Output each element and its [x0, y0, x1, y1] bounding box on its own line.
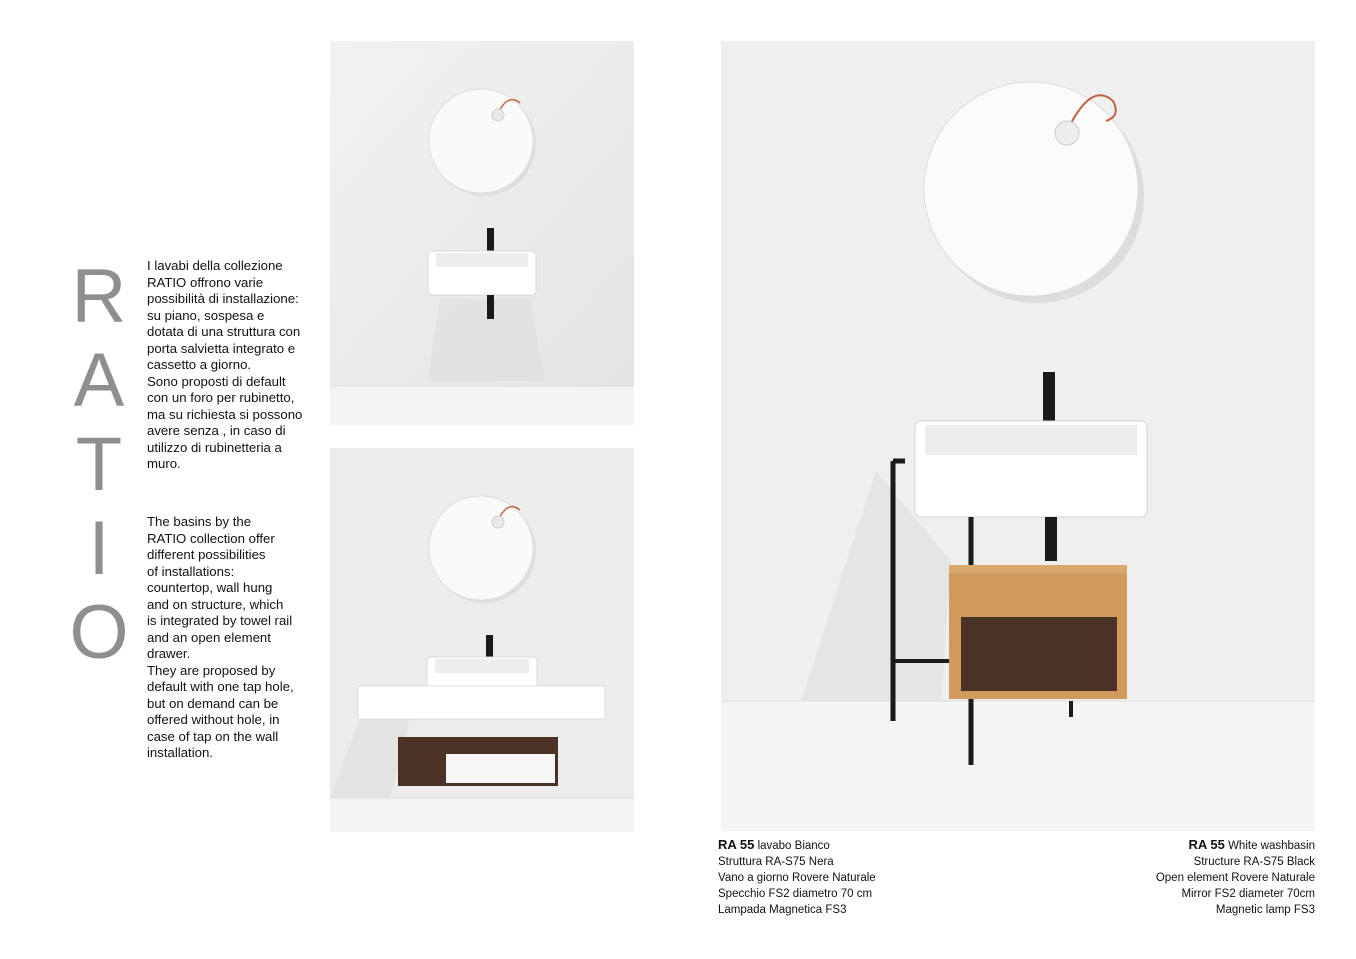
photo-countertop-basin [330, 448, 634, 832]
description-english: The basins by the RATIO collection offer different possibilities of installations: countertop, wall hung and on structure, which is integrated by towel rail and an open element drawer. They are proposed by default with one tap hole, but on demand can be offered without hole, in case of tap on the wall installation. [147, 514, 294, 760]
photo-wall-hung-basin [330, 41, 634, 425]
caption-english [1156, 837, 1315, 918]
caption-line: Lampada Magnetica FS3 [718, 904, 847, 916]
caption-line: Structure RA-S75 Black [1193, 856, 1315, 868]
brand-letter: O [69, 590, 129, 675]
caption-line: Mirror FS2 diameter 70cm [1181, 888, 1315, 900]
product-code: RA 55 [1188, 837, 1225, 852]
photo-basin-on-structure [721, 41, 1315, 831]
caption-italian [718, 837, 876, 918]
caption-line: White washbasin [1224, 840, 1315, 852]
caption-line: lavabo Bianco [754, 840, 830, 852]
caption-line: Specchio FS2 diametro 70 cm [718, 888, 873, 900]
caption-line: Vano a giorno Rovere Naturale [718, 872, 876, 884]
description-italian: I lavabi della collezione RATIO offrono varie possibilità di installazione: su piano, sospesa e dotata di una struttura con porta salvietta integrato e cassetto a giorno. Sono proposti di default con un foro per rubinetto, ma su richiesta si possono avere senza , in caso di utilizzo di rubinetteria a muro. [147, 258, 303, 471]
brand-letter: A [73, 338, 125, 423]
brand-letter: I [88, 506, 110, 591]
brand-title [64, 255, 134, 675]
brand-letter: R [71, 254, 127, 339]
caption-line: Struttura RA-S75 Nera [718, 856, 834, 868]
caption-line: Open element Rovere Naturale [1155, 872, 1315, 884]
caption-line: Magnetic lamp FS3 [1215, 904, 1315, 916]
product-code: RA 55 [718, 837, 755, 852]
brand-letter: T [75, 422, 123, 507]
